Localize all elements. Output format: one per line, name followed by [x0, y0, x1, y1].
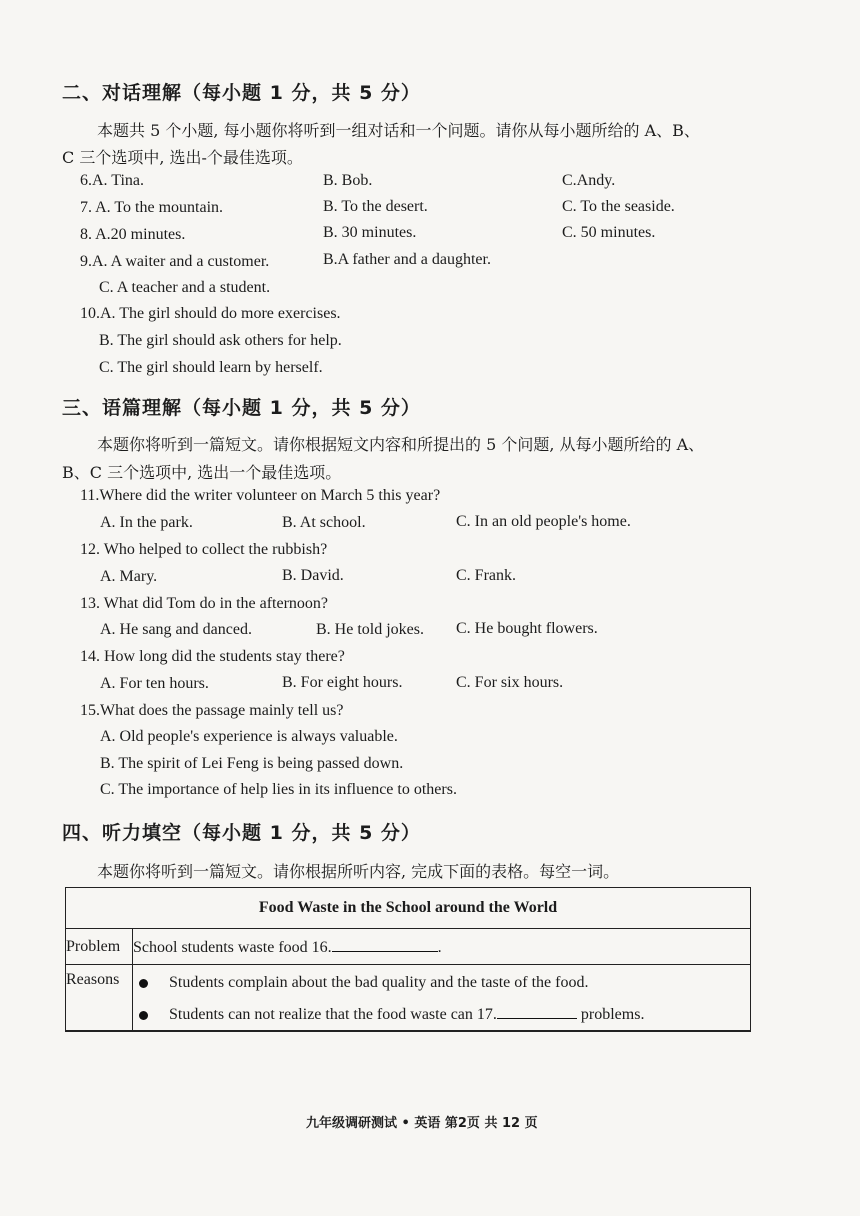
q13-option-c: C. He bought flowers.: [456, 620, 598, 637]
problem-text: School students waste food 16.: [133, 938, 332, 956]
q7-option-b: B. To the desert.: [323, 198, 428, 215]
reasons-label: Reasons: [66, 965, 133, 1032]
listening-table: [65, 887, 751, 1032]
q15-option-b: B. The spirit of Lei Feng is being passed down.: [100, 755, 404, 772]
q10-option-b: B. The girl should ask others for help.: [99, 332, 342, 349]
q12-question: 12. Who helped to collect the rubbish?: [80, 541, 328, 558]
q15-question: 15.What does the passage mainly tell us?: [80, 702, 344, 719]
q14-option-b: B. For eight hours.: [282, 674, 403, 691]
section3-title: 三、语篇理解（每小题 1 分，共 5 分）: [62, 397, 421, 419]
section3-intro-line1: 本题你将听到一篇短文。请你根据短文内容和所提出的 5 个问题, 从每小题所给的 A、: [97, 435, 705, 454]
section4-title: 四、听力填空（每小题 1 分，共 5 分）: [62, 822, 421, 844]
q13-option-b: B. He told jokes.: [316, 621, 424, 638]
q11-option-b: B. At school.: [282, 514, 366, 531]
q14-option-a: A. For ten hours.: [100, 675, 209, 692]
reason-item: [133, 967, 750, 999]
section3-intro-line2: B、C 三个选项中, 选出一个最佳选项。: [62, 463, 342, 482]
q7-option-c: C. To the seaside.: [562, 198, 675, 215]
q8-option-c: C. 50 minutes.: [562, 224, 656, 241]
q10-option-c: C. The girl should learn by herself.: [99, 359, 323, 376]
q9-option-b: B.A father and a daughter.: [323, 251, 491, 268]
section2-intro-line1: 本题共 5 个小题, 每小题你将听到一组对话和一个问题。请你从每小题所给的 A、B、: [97, 121, 700, 140]
q14-option-c: C. For six hours.: [456, 674, 564, 691]
q6-option-c: C.Andy.: [562, 172, 616, 189]
q11-question: 11.Where did the writer volunteer on March 5 this year?: [80, 487, 441, 504]
table-title: Food Waste in the School around the World: [66, 888, 751, 929]
reason-1-text: Students complain about the bad quality and the taste of the food.: [169, 974, 589, 991]
q15-option-a: A. Old people's experience is always valuable.: [100, 728, 398, 745]
q14-question: 14. How long did the students stay there?: [80, 648, 345, 665]
bullet-icon: [139, 979, 148, 988]
q9-option-c: C. A teacher and a student.: [99, 279, 271, 296]
q11-option-c: C. In an old people's home.: [456, 513, 631, 530]
table-bottom-rule: [65, 1030, 751, 1032]
q9-option-a: 9.A. A waiter and a customer.: [80, 253, 270, 270]
reason-2-post: problems.: [580, 1006, 645, 1023]
q11-option-a: A. In the park.: [100, 514, 193, 531]
page-footer: 九年级调研测试 • 英语 第2页 共 12 页: [306, 1116, 538, 1131]
q13-question: 13. What did Tom do in the afternoon?: [80, 595, 329, 612]
q12-option-b: B. David.: [282, 567, 344, 584]
section4-intro: 本题你将听到一篇短文。请你根据所听内容, 完成下面的表格。每空一词。: [97, 862, 620, 881]
reasons-cell: [133, 965, 751, 1032]
q15-option-c: C. The importance of help lies in its influence to others.: [100, 781, 457, 798]
q6-option-a: 6.A. Tina.: [80, 172, 145, 189]
q12-option-a: A. Mary.: [100, 568, 158, 585]
q7-option-a: 7. A. To the mountain.: [80, 199, 224, 216]
q10-option-a: 10.A. The girl should do more exercises.: [80, 305, 341, 322]
reason-item: [133, 999, 750, 1031]
section2-title: 二、对话理解（每小题 1 分，共 5 分）: [62, 82, 421, 104]
q8-option-a: 8. A.20 minutes.: [80, 226, 186, 243]
q13-option-a: A. He sang and danced.: [100, 621, 252, 638]
q6-option-b: B. Bob.: [323, 172, 373, 189]
q8-option-b: B. 30 minutes.: [323, 224, 417, 241]
bullet-icon: [139, 1011, 148, 1020]
problem-label: Problem: [66, 929, 133, 965]
problem-end: .: [437, 938, 442, 956]
blank-17[interactable]: [497, 1004, 577, 1019]
blank-16[interactable]: [332, 937, 438, 952]
problem-cell: [133, 929, 751, 965]
q12-option-c: C. Frank.: [456, 567, 516, 584]
section2-intro-line2: C 三个选项中, 选出-个最佳选项。: [62, 148, 303, 167]
reason-2-pre: Students can not realize that the food waste can 17.: [169, 1006, 497, 1023]
